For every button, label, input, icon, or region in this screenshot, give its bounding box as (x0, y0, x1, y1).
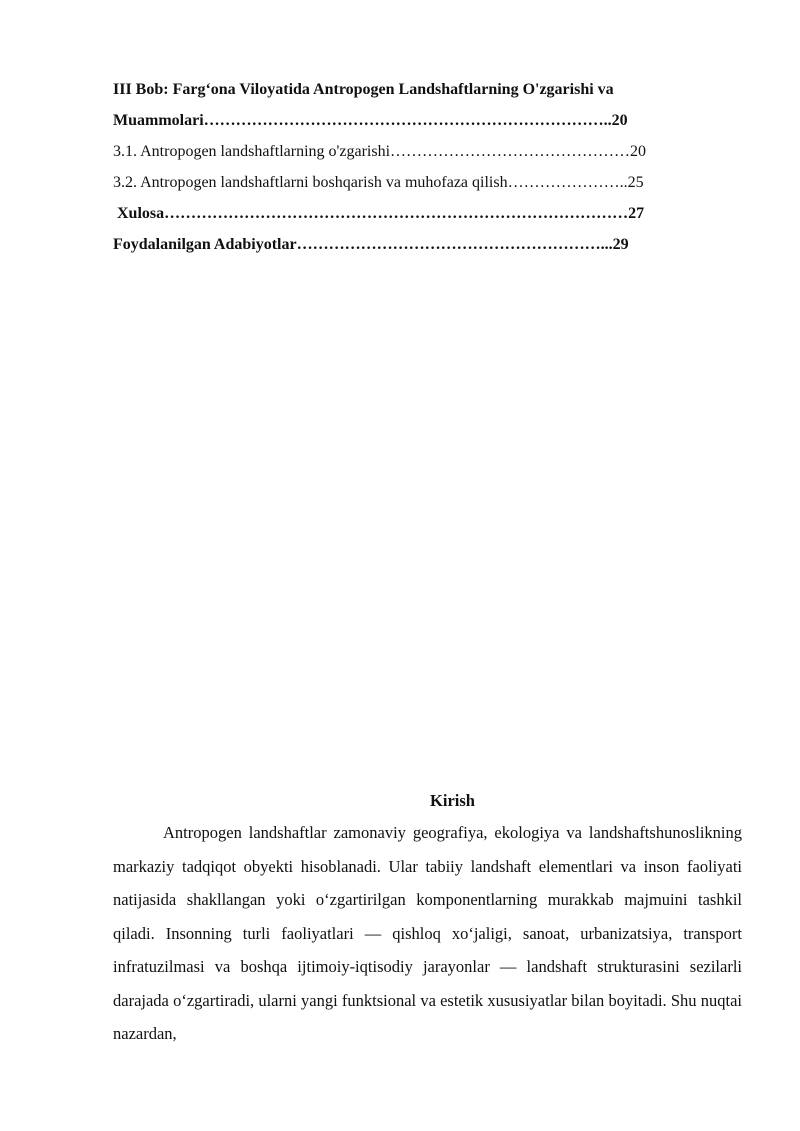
table-of-contents (113, 74, 743, 260)
toc-references[interactable]: Foydalanilgan Adabiyotlar…………………………………………………...29 (113, 236, 629, 253)
toc-chapter-3-title-line-2[interactable]: Muammolari…………………………………………………………………..20 (113, 112, 628, 129)
toc-section-3-2[interactable]: 3.2. Antropogen landshaftlarni boshqarish va muhofaza qilish…………………..25 (113, 174, 644, 191)
toc-chapter-3-title-line-1[interactable]: III Bob: Farg‘ona Viloyatida Antropogen Landshaftlarning O'zgarishi va (113, 81, 614, 98)
introduction-heading: Kirish (430, 791, 475, 810)
toc-conclusion[interactable]: Xulosa……………………………………………………………………………27 (117, 205, 645, 222)
introduction-section (113, 786, 742, 1051)
toc-section-3-1[interactable]: 3.1. Antropogen landshaftlarning o'zgarishi………………………………………20 (113, 143, 647, 160)
introduction-paragraph: Antropogen landshaftlar zamonaviy geografiya, ekologiya va landshaftshunoslikning markaziy tadqiqot obyekti hisoblanadi. Ular tabiiy landshaft elementlari va inson faoliyati natijasida shakllangan yoki o‘zgartirilgan komponentlarning murakkab majmuini tashkil qiladi. Insonning turli faoliyatlari — qishloq xo‘jaligi, sanoat, urbanizatsiya, transport infratuzilmasi va boshqa ijtimoiy-iqtisodiy jarayonlar — landshaft strukturasini sezilarli darajada o‘zgartiradi, ularni yangi funktsional va estetik xususiyatlar bilan boyitadi. Shu nuqtai nazardan, (113, 823, 742, 1043)
